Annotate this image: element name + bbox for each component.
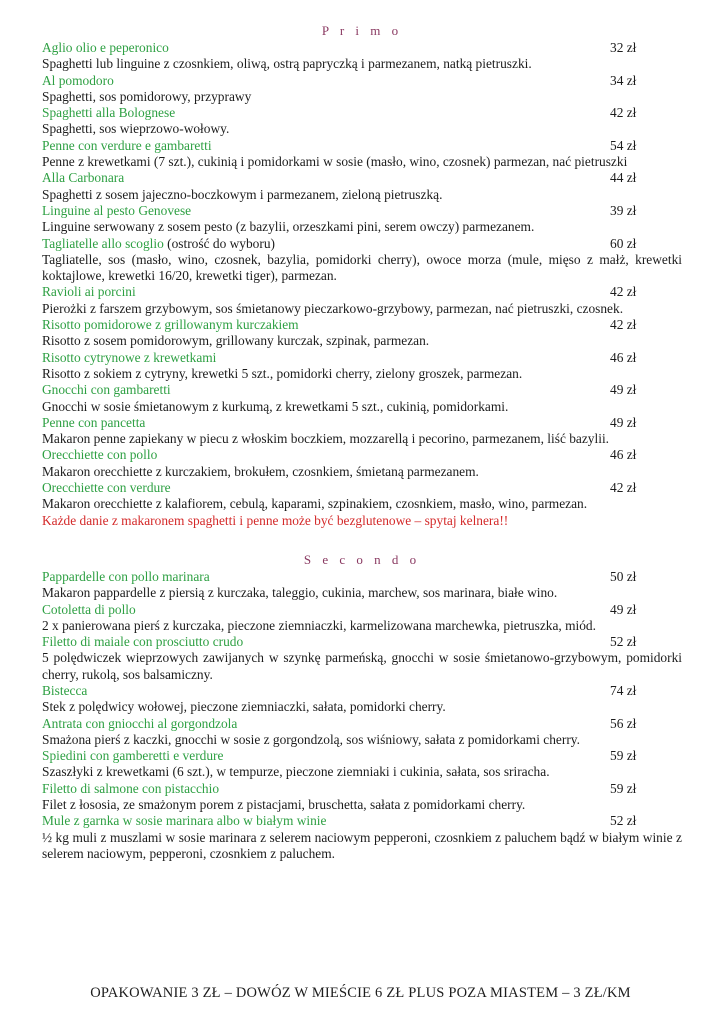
menu-item-price: 44 zł bbox=[610, 170, 637, 186]
menu-item-price: 46 zł bbox=[610, 349, 637, 365]
menu-item-header bbox=[42, 634, 682, 650]
menu-item bbox=[42, 748, 682, 781]
gluten-free-notice: Każde danie z makaronem spaghetti i penne może być bezglutenowe – spytaj kelnera!! bbox=[42, 512, 509, 528]
menu-item-description: Spaghetti, sos wieprzowo-wołowy. bbox=[42, 121, 230, 137]
menu-item-name: Mule z garnka w sosie marinara albo w białym winie bbox=[42, 813, 327, 829]
menu-item-header bbox=[42, 40, 682, 56]
menu-item-name: Linguine al pesto Genovese bbox=[42, 202, 192, 218]
menu-item-header bbox=[42, 105, 682, 121]
menu-item-name: Penne con pancetta bbox=[42, 414, 146, 430]
menu-item-name: Al pomodoro bbox=[42, 72, 114, 88]
menu-item-description: Makaron orecchiette z kalafiorem, cebulą, kaparami, szpinakiem, czosnkiem, masło, wino, parmezan. bbox=[42, 496, 588, 512]
menu-item-name: Ravioli ai porcini bbox=[42, 284, 136, 300]
menu-item-description: Linguine serwowany z sosem pesto (z bazylii, orzeszkami pini, serem owczy) parmezanem. bbox=[42, 219, 535, 235]
menu-item-description: 5 polędwiczek wieprzowych zawijanych w szynkę parmeńską, gnocchi w sosie śmietanowo-grzybowym, pomidorki cherry, rukolą, sos balsamiczny. bbox=[42, 650, 682, 682]
menu-section bbox=[42, 551, 682, 862]
menu-item-description: Risotto z sosem pomidorowym, grillowany kurczak, szpinak, parmezan. bbox=[42, 333, 430, 349]
menu-item-name: Filetto di maiale con prosciutto crudo bbox=[42, 634, 244, 650]
menu-item-header bbox=[42, 447, 682, 463]
menu-item bbox=[42, 317, 682, 350]
menu-item-name: Pappardelle con pollo marinara bbox=[42, 568, 210, 584]
menu-item-price: 46 zł bbox=[610, 447, 637, 463]
section-title: S e c o n d o bbox=[303, 551, 421, 567]
menu-item bbox=[42, 602, 682, 635]
menu-item-name: Antrata con gniocchi al gorgondzola bbox=[42, 715, 238, 731]
menu-item-description: Pierożki z farszem grzybowym, sos śmietanowy pieczarkowo-grzybowy, parmezan, nać pietruszki, czosnek. bbox=[42, 300, 624, 316]
menu-item-description: Spaghetti, sos pomidorowy, przyprawy bbox=[42, 88, 252, 104]
menu-page bbox=[42, 22, 682, 862]
menu-item-name: Risotto pomidorowe z grillowanym kurczakiem bbox=[42, 317, 299, 333]
menu-item-name: Orecchiette con verdure bbox=[42, 480, 171, 496]
menu-item-description: Penne z krewetkami (7 szt.), cukinią i pomidorkami w sosie (masło, wino, czosnek) parmezan, nać pietruszki bbox=[42, 154, 628, 170]
menu-item-header bbox=[42, 203, 682, 219]
menu-item-description: Makaron pappardelle z piersią z kurczaka, taleggio, cukinia, marchew, sos marinara, białe wino. bbox=[42, 585, 558, 601]
menu-item-name: Filetto di salmone con pistacchio bbox=[42, 780, 220, 796]
menu-item-price: 52 zł bbox=[610, 634, 637, 650]
menu-item bbox=[42, 203, 682, 236]
menu-item-header bbox=[42, 716, 682, 732]
menu-item-price: 42 zł bbox=[610, 105, 637, 121]
menu-item-price: 74 zł bbox=[610, 682, 637, 698]
menu-item-price: 49 zł bbox=[610, 382, 637, 398]
menu-item-description: ½ kg muli z muszlami w sosie marinara z selerem naciowym pepperoni, czosnkiem z paluchem bądź w białym winie z selerem naciowym, pepperoni, czosnkiem z paluchem. bbox=[42, 829, 682, 861]
menu-item-header bbox=[42, 382, 682, 398]
menu-item-price: 59 zł bbox=[610, 780, 637, 796]
menu-item-header bbox=[42, 284, 682, 300]
menu-item-header bbox=[42, 683, 682, 699]
menu-item-price: 49 zł bbox=[610, 414, 637, 430]
menu-item bbox=[42, 40, 682, 73]
menu-item-description: Szaszłyki z krewetkami (6 szt.), w tempurze, pieczone ziemniaki i cukinia, sałata, sos sriracha. bbox=[42, 764, 550, 780]
delivery-footer: OPAKOWANIE 3 ZŁ – DOWÓZ W MIEŚCIE 6 ZŁ PLUS POZA MIASTEM – 3 ZŁ/KM bbox=[90, 985, 631, 1001]
menu-item-description: Stek z polędwicy wołowej, pieczone ziemniaczki, sałata, pomidorki cherry. bbox=[42, 699, 446, 715]
menu-item bbox=[42, 170, 682, 203]
menu-item bbox=[42, 569, 682, 602]
menu-item-name: Cotoletta di pollo bbox=[42, 601, 136, 617]
menu-item-price: 60 zł bbox=[610, 235, 637, 251]
menu-item-description: Smażona pierś z kaczki, gnocchi w sosie z gorgondzolą, sos wiśniowy, sałata z pomidorkami cherry. bbox=[42, 731, 580, 747]
menu-item bbox=[42, 634, 682, 683]
menu-item-header bbox=[42, 170, 682, 186]
menu-item-header bbox=[42, 236, 682, 252]
menu-item bbox=[42, 813, 682, 862]
menu-item bbox=[42, 350, 682, 383]
menu-item-name: Bistecca bbox=[42, 682, 88, 698]
menu-section bbox=[42, 22, 682, 529]
menu-item-price: 59 zł bbox=[610, 748, 637, 764]
menu-item bbox=[42, 447, 682, 480]
menu-item-name: Risotto cytrynowe z krewetkami bbox=[42, 349, 217, 365]
menu-item-price: 42 zł bbox=[610, 480, 637, 496]
menu-item-price: 49 zł bbox=[610, 601, 637, 617]
menu-item bbox=[42, 236, 682, 285]
menu-item-header bbox=[42, 813, 682, 829]
menu-item-price: 42 zł bbox=[610, 317, 637, 333]
menu-item bbox=[42, 480, 682, 513]
menu-item bbox=[42, 105, 682, 138]
menu-item-name: Gnocchi con gambaretti bbox=[42, 382, 171, 398]
menu-item-header bbox=[42, 602, 682, 618]
menu-item-description: Spaghetti lub linguine z czosnkiem, oliwą, ostrą papryczką i parmezanem, natką pietruszki. bbox=[42, 56, 532, 72]
menu-item-description: 2 x panierowana pierś z kurczaka, pieczone ziemniaczki, karmelizowana marchewka, pietruszka, miód. bbox=[42, 617, 596, 633]
menu-item bbox=[42, 781, 682, 814]
menu-item-price: 34 zł bbox=[610, 72, 637, 88]
menu-item-description: Spaghetti z sosem jajeczno-boczkowym i parmezanem, zieloną pietruszką. bbox=[42, 186, 443, 202]
menu-item-name: Spaghetti alla Bolognese bbox=[42, 105, 176, 121]
menu-item-price: 39 zł bbox=[610, 202, 637, 218]
menu-sections bbox=[42, 22, 682, 862]
menu-item-description: Filet z łososia, ze smażonym porem z pistacjami, bruschetta, sałata z pomidorkami cherry. bbox=[42, 797, 526, 813]
menu-item-description: Makaron orecchiette z kurczakiem, brokułem, czosnkiem, śmietaną parmezanem. bbox=[42, 463, 479, 479]
menu-item-header bbox=[42, 480, 682, 496]
menu-item-header bbox=[42, 781, 682, 797]
menu-item-price: 52 zł bbox=[610, 813, 637, 829]
menu-item-name: Aglio olio e peperonico bbox=[42, 40, 169, 55]
menu-item bbox=[42, 284, 682, 317]
menu-item bbox=[42, 382, 682, 415]
menu-item-header bbox=[42, 138, 682, 154]
menu-item-description: Makaron penne zapiekany w piecu z włoskim boczkiem, mozzarellą i pecorino, parmezanem, liść bazylii. bbox=[42, 431, 610, 447]
menu-item-note: (ostrość do wyboru) bbox=[163, 235, 275, 251]
menu-item bbox=[42, 138, 682, 171]
menu-item bbox=[42, 73, 682, 106]
menu-item-name: Tagliatelle allo scoglio bbox=[42, 235, 164, 251]
menu-item bbox=[42, 415, 682, 448]
section-title: P r i m o bbox=[321, 23, 403, 38]
menu-item-header bbox=[42, 317, 682, 333]
menu-item-name: Alla Carbonara bbox=[42, 170, 125, 186]
menu-item-name: Penne con verdure e gambaretti bbox=[42, 137, 212, 153]
menu-item-header bbox=[42, 748, 682, 764]
menu-item bbox=[42, 683, 682, 716]
menu-item-description: Tagliatelle, sos (masło, wino, czosnek, bazylia, pomidorki cherry), owoce morza (mule, mięso z małż, krewetki koktajlowe, krewetki 16/20, krewetki tiger), parmezan. bbox=[42, 251, 682, 284]
menu-item-name: Spiedini con gamberetti e verdure bbox=[42, 748, 224, 764]
menu-item-description: Risotto z sokiem z cytryny, krewetki 5 szt., pomidorki cherry, zielony groszek, parmezan. bbox=[42, 365, 523, 381]
menu-item bbox=[42, 716, 682, 749]
menu-item-description: Gnocchi w sosie śmietanowym z kurkumą, z krewetkami 5 szt., cukinią, pomidorkami. bbox=[42, 398, 509, 414]
section-spacer bbox=[42, 529, 682, 551]
menu-item-header bbox=[42, 569, 682, 585]
menu-item-price: 54 zł bbox=[610, 137, 637, 153]
menu-item-header bbox=[42, 350, 682, 366]
menu-item-price: 32 zł bbox=[610, 40, 637, 55]
menu-item-price: 56 zł bbox=[610, 715, 637, 731]
menu-item-name: Orecchiette con pollo bbox=[42, 447, 158, 463]
menu-item-header bbox=[42, 73, 682, 89]
menu-item-header bbox=[42, 415, 682, 431]
menu-item-price: 42 zł bbox=[610, 284, 637, 300]
menu-item-price: 50 zł bbox=[610, 568, 637, 584]
